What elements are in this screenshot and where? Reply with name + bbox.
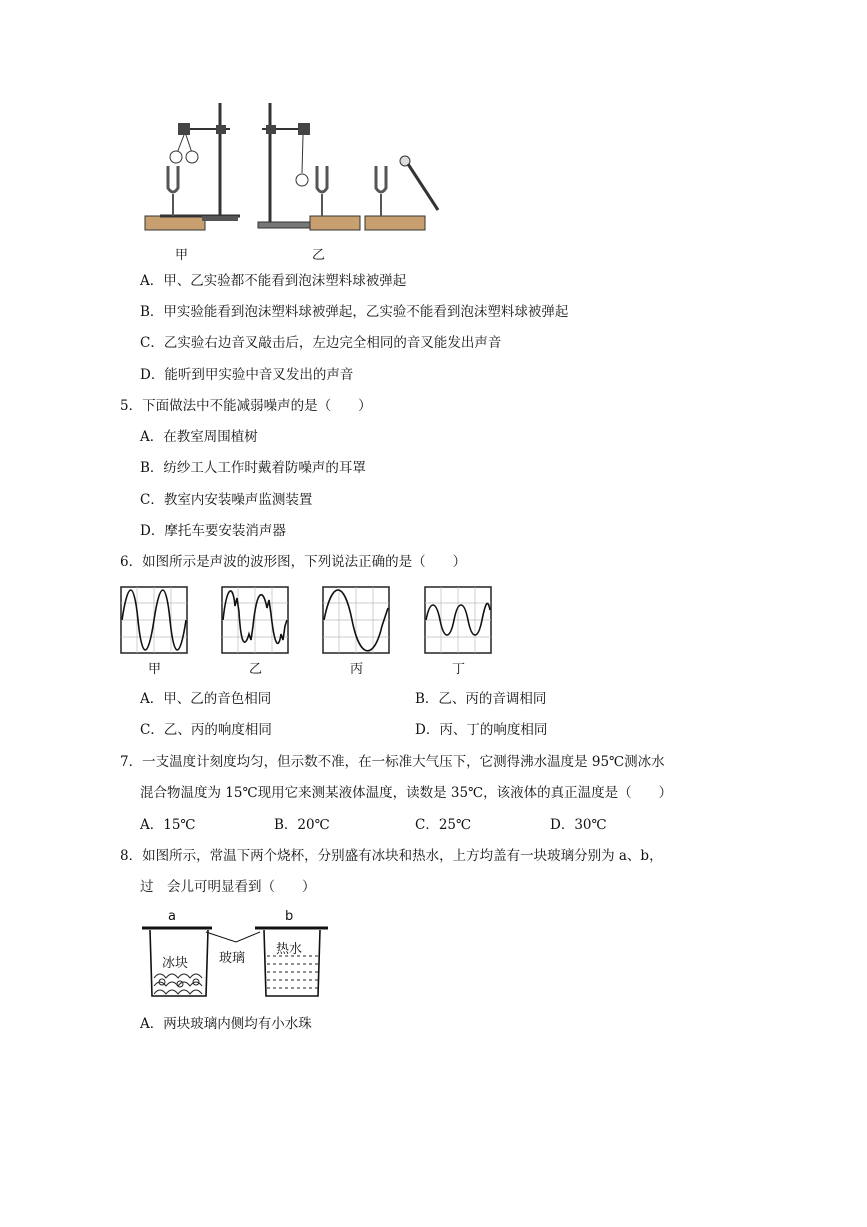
q7-stem-line1: 7．一支温度计刻度均匀，但示数不准，在一标准大气压下，它测得沸水温度是 95℃测冰水 — [120, 754, 665, 770]
fig-label-jia: 甲 — [175, 248, 189, 263]
hot-water-label: 热水 — [276, 942, 303, 957]
q5-option-d: D．摩托车要安装消声器 — [140, 523, 286, 539]
q5-option-a: A．在教室周围植树 — [140, 429, 258, 445]
tuning-fork-figure — [140, 98, 445, 263]
wave-label-yi: 乙 — [249, 662, 263, 677]
ice-label: 冰块 — [162, 956, 189, 971]
waveform-ding — [424, 586, 492, 654]
waveform-yi — [221, 586, 289, 654]
q7-option-c: C．25℃ — [415, 817, 472, 833]
q7-option-b: B．20℃ — [274, 817, 330, 833]
q5-stem: 5．下面做法中不能减弱噪声的是（ ） — [120, 398, 372, 414]
glass-label: 玻璃 — [219, 951, 246, 966]
q4-option-b: B．甲实验能看到泡沫塑料球被弹起，乙实验不能看到泡沫塑料球被弹起 — [140, 304, 569, 320]
q4-option-a: A．甲、乙实验都不能看到泡沫塑料球被弹起 — [140, 273, 407, 289]
q8-stem-line2: 过 会儿可明显看到（ ） — [140, 879, 316, 895]
wave-label-bing: 丙 — [350, 662, 364, 677]
q7-option-d: D．30℃ — [550, 817, 607, 833]
q7-stem-line2: 混合物温度为 15℃现用它来测某液体温度，读数是 35℃，该液体的真正温度是（ ） — [140, 785, 673, 801]
q6-option-c: C．乙、丙的响度相同 — [140, 722, 272, 738]
q7-option-a: A．15℃ — [140, 817, 196, 833]
q6-stem: 6．如图所示是声波的波形图，下列说法正确的是（ ） — [120, 554, 467, 570]
q6-option-a: A．甲、乙的音色相同 — [140, 691, 272, 707]
wave-label-ding: 丁 — [452, 662, 466, 677]
q6-option-b: B．乙、丙的音调相同 — [415, 691, 547, 707]
q8-stem-line1: 8．如图所示，常温下两个烧杯，分别盛有冰块和热水，上方均盖有一块玻璃分别为 a、b， — [120, 848, 663, 864]
q6-option-d: D．丙、丁的响度相同 — [415, 722, 548, 738]
wave-label-jia: 甲 — [148, 662, 162, 677]
waveform-bing — [322, 586, 390, 654]
glass-label-b: b — [285, 909, 294, 924]
q4-option-c: C．乙实验右边音叉敲击后，左边完全相同的音叉能发出声音 — [140, 335, 502, 351]
q5-option-c: C．教室内安装噪声监测装置 — [140, 492, 313, 508]
waveform-jia — [120, 586, 188, 654]
q8-option-a: A．两块玻璃内侧均有小水珠 — [140, 1016, 312, 1032]
q4-option-d: D．能听到甲实验中音叉发出的声音 — [140, 367, 354, 383]
fig-label-yi: 乙 — [312, 248, 326, 263]
q5-option-b: B．纺纱工人工作时戴着防噪声的耳罩 — [140, 460, 366, 476]
glass-label-a: a — [168, 909, 176, 924]
